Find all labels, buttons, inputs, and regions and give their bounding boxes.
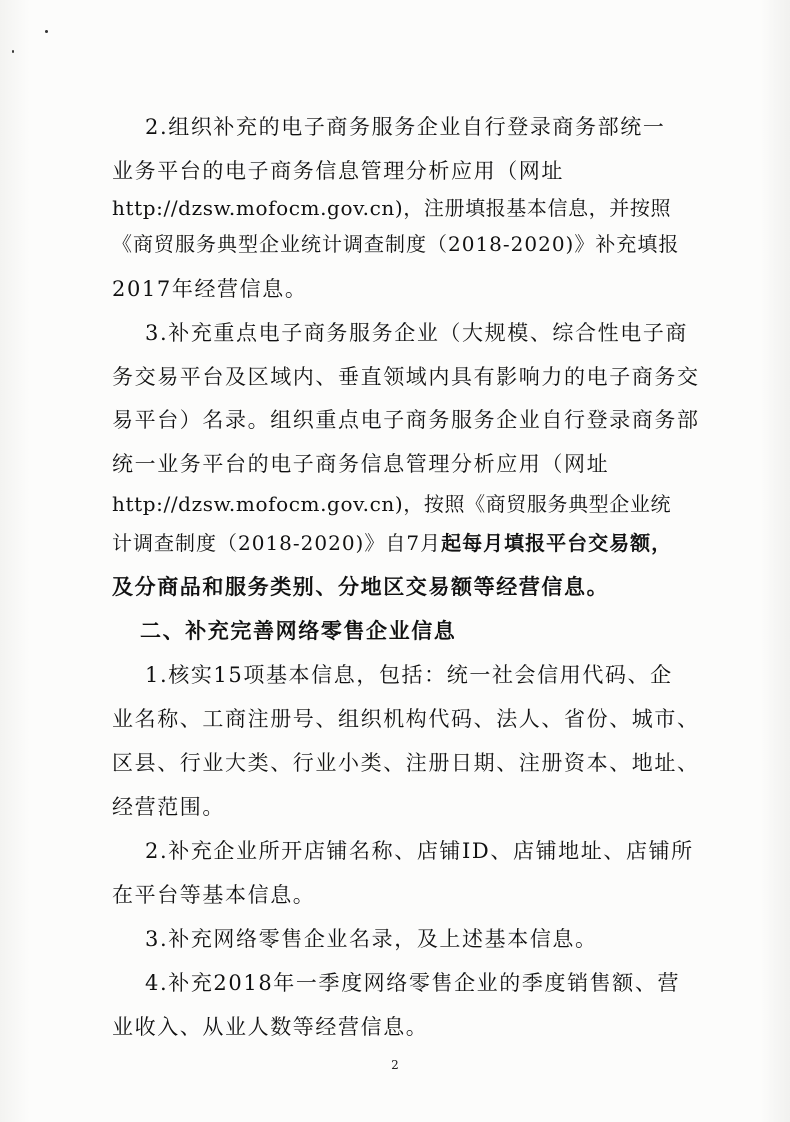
paragraph-line	[112, 528, 692, 558]
paragraph-line: http://dzsw.mofocm.gov.cn)，注册填报基本信息，并按照	[112, 196, 672, 220]
paragraph-line: 易平台）名录。组织重点电子商务服务企业自行登录商务部	[112, 408, 700, 432]
paragraph-line: http://dzsw.mofocm.gov.cn)，按照《商贸服务典型企业统	[112, 492, 672, 516]
paragraph-line: 统一业务平台的电子商务信息管理分析应用（网址	[112, 452, 610, 476]
paragraph-line: 务交易平台及区域内、垂直领域内具有影响力的电子商务交	[112, 365, 700, 389]
paragraph-line: 在平台等基本信息。	[112, 883, 316, 907]
paragraph-line: 2017年经营信息。	[112, 277, 308, 301]
paragraph-line: 3.补充网络零售企业名录，及上述基本信息。	[145, 927, 598, 951]
paragraph-line: 3.补充重点电子商务服务企业（大规模、综合性电子商	[145, 321, 689, 345]
scan-speck	[12, 50, 14, 53]
paragraph-line: 业收入、从业人数等经营信息。	[112, 1015, 429, 1039]
paragraph-line: 1.核实15项基本信息，包括：统一社会信用代码、企	[145, 663, 673, 687]
paragraph-line: 业务平台的电子商务信息管理分析应用（网址	[112, 159, 564, 183]
scan-speck	[45, 30, 48, 33]
section-heading: 二、补充完善网络零售企业信息	[140, 618, 457, 643]
line-text: 计调查制度（2018-2020)》自7月	[112, 531, 442, 555]
paragraph-line: 2.补充企业所开店铺名称、店铺ID、店铺地址、店铺所	[145, 839, 694, 863]
paragraph-line: 4.补充2018年一季度网络零售企业的季度销售额、营	[145, 971, 681, 995]
paragraph-line: 经营范围。	[112, 795, 225, 819]
bold-text: 起每月填报平台交易额，	[441, 531, 673, 555]
page-number: 2	[391, 1058, 399, 1072]
paragraph-line: 区县、行业大类、行业小类、注册日期、注册资本、地址、	[112, 751, 700, 775]
paragraph-line: 业名称、工商注册号、组织机构代码、法人、省份、城市、	[112, 707, 700, 731]
paragraph-line: 及分商品和服务类别、分地区交易额等经营信息。	[112, 574, 610, 599]
paragraph-line: 2.组织补充的电子商务服务企业自行登录商务部统一	[145, 115, 666, 139]
paragraph-line: 《商贸服务典型企业统计调查制度（2018-2020)》补充填报	[112, 232, 680, 256]
